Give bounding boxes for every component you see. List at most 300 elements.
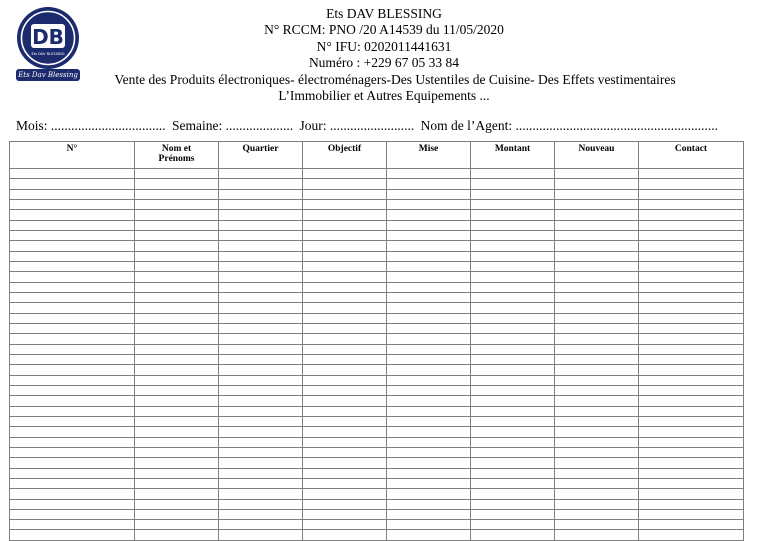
table-row — [10, 499, 744, 509]
table-row — [10, 169, 744, 179]
table-cell — [639, 499, 744, 509]
table-cell — [471, 354, 555, 364]
table-cell — [639, 427, 744, 437]
table-cell — [555, 427, 639, 437]
col-header-new: Nouveau — [555, 142, 639, 169]
table-cell — [303, 478, 387, 488]
table-cell — [10, 199, 135, 209]
table-row — [10, 251, 744, 261]
table-cell — [219, 179, 303, 189]
col-header-objective: Objectif — [303, 142, 387, 169]
table-cell — [555, 468, 639, 478]
table-cell — [303, 530, 387, 540]
table-row — [10, 210, 744, 220]
table-cell — [303, 179, 387, 189]
table-cell — [303, 313, 387, 323]
table-cell — [10, 365, 135, 375]
table-cell — [10, 344, 135, 354]
table-cell — [471, 292, 555, 302]
table-cell — [135, 220, 219, 230]
table-cell — [219, 210, 303, 220]
table-cell — [387, 509, 471, 519]
table-cell — [555, 365, 639, 375]
table-cell — [135, 344, 219, 354]
table-cell — [639, 447, 744, 457]
table-cell — [555, 396, 639, 406]
table-cell — [10, 427, 135, 437]
table-row — [10, 313, 744, 323]
table-cell — [471, 344, 555, 354]
table-cell — [639, 458, 744, 468]
table-cell — [639, 437, 744, 447]
table-cell — [639, 530, 744, 540]
table-cell — [135, 241, 219, 251]
table-cell — [135, 437, 219, 447]
table-cell — [135, 478, 219, 488]
col-header-name-line1: Nom et — [161, 144, 192, 154]
table-cell — [219, 261, 303, 271]
table-cell — [555, 241, 639, 251]
table-cell — [639, 416, 744, 426]
table-cell — [639, 344, 744, 354]
table-cell — [387, 396, 471, 406]
table-cell — [135, 447, 219, 457]
table-cell — [471, 241, 555, 251]
table-cell — [303, 344, 387, 354]
table-cell — [135, 303, 219, 313]
table-cell — [639, 520, 744, 530]
table-cell — [555, 199, 639, 209]
table-row — [10, 520, 744, 530]
table-row — [10, 282, 744, 292]
table-cell — [471, 396, 555, 406]
table-cell — [555, 220, 639, 230]
table-cell — [639, 489, 744, 499]
table-cell — [387, 478, 471, 488]
table-cell — [135, 230, 219, 240]
table-cell — [219, 199, 303, 209]
table-row — [10, 354, 744, 364]
table-cell — [10, 458, 135, 468]
table-cell — [135, 251, 219, 261]
table-cell — [471, 251, 555, 261]
table-cell — [555, 169, 639, 179]
table-cell — [555, 210, 639, 220]
table-cell — [303, 489, 387, 499]
document-header — [0, 6, 768, 104]
table-row — [10, 365, 744, 375]
table-cell — [387, 292, 471, 302]
table-cell — [135, 199, 219, 209]
table-cell — [387, 313, 471, 323]
table-cell — [639, 210, 744, 220]
table-cell — [219, 323, 303, 333]
table-cell — [555, 282, 639, 292]
table-row — [10, 427, 744, 437]
table-cell — [135, 396, 219, 406]
table-cell — [387, 427, 471, 437]
table-cell — [303, 499, 387, 509]
table-cell — [471, 478, 555, 488]
table-cell — [387, 520, 471, 530]
table-cell — [303, 427, 387, 437]
table-cell — [219, 251, 303, 261]
table-cell — [10, 354, 135, 364]
table-cell — [135, 313, 219, 323]
table-cell — [10, 272, 135, 282]
table-cell — [555, 189, 639, 199]
table-row — [10, 303, 744, 313]
table-cell — [303, 323, 387, 333]
table-cell — [555, 437, 639, 447]
table-row — [10, 179, 744, 189]
table-cell — [219, 365, 303, 375]
table-cell — [639, 385, 744, 395]
table-cell — [219, 458, 303, 468]
table-cell — [555, 489, 639, 499]
table-cell — [387, 169, 471, 179]
table-cell — [387, 458, 471, 468]
table-cell — [471, 169, 555, 179]
table-cell — [219, 189, 303, 199]
table-cell — [303, 365, 387, 375]
activity-line-1: Vente des Produits électroniques- électroménagers-Des Ustentiles de Cuisine- Des Effets vestimentaires — [114, 71, 676, 87]
table-cell — [555, 509, 639, 519]
table-row — [10, 447, 744, 457]
table-cell — [639, 169, 744, 179]
table-cell — [135, 210, 219, 220]
table-cell — [639, 323, 744, 333]
table-cell — [303, 199, 387, 209]
table-cell — [10, 489, 135, 499]
col-header-name-line2: Prénoms — [158, 154, 195, 164]
table-row — [10, 199, 744, 209]
table-cell — [135, 272, 219, 282]
table-cell — [135, 468, 219, 478]
table-cell — [219, 468, 303, 478]
table-cell — [471, 272, 555, 282]
table-cell — [555, 323, 639, 333]
table-cell — [10, 416, 135, 426]
table-cell — [471, 189, 555, 199]
table-cell — [303, 292, 387, 302]
table-cell — [219, 416, 303, 426]
table-cell — [639, 251, 744, 261]
table-cell — [10, 292, 135, 302]
table-row — [10, 241, 744, 251]
table-cell — [639, 313, 744, 323]
table-cell — [387, 437, 471, 447]
table-cell — [639, 292, 744, 302]
table-cell — [10, 447, 135, 457]
table-cell — [639, 375, 744, 385]
table-cell — [10, 313, 135, 323]
table-cell — [471, 385, 555, 395]
table-row — [10, 478, 744, 488]
table-cell — [10, 406, 135, 416]
table-cell — [135, 189, 219, 199]
table-cell — [303, 220, 387, 230]
table-cell — [219, 354, 303, 364]
table-cell — [219, 447, 303, 457]
table-cell — [387, 385, 471, 395]
table-cell — [555, 334, 639, 344]
table-cell — [471, 499, 555, 509]
table-cell — [135, 365, 219, 375]
table-cell — [387, 323, 471, 333]
table-cell — [10, 437, 135, 447]
table-cell — [387, 447, 471, 457]
table-cell — [219, 406, 303, 416]
table-cell — [10, 261, 135, 271]
table-cell — [639, 241, 744, 251]
table-cell — [303, 458, 387, 468]
table-cell — [555, 385, 639, 395]
table-cell — [639, 282, 744, 292]
table-cell — [10, 169, 135, 179]
table-cell — [471, 282, 555, 292]
table-cell — [387, 499, 471, 509]
logo-monogram: DB — [32, 25, 64, 49]
table-cell — [639, 478, 744, 488]
table-cell — [219, 427, 303, 437]
table-cell — [471, 489, 555, 499]
table-row — [10, 385, 744, 395]
table-cell — [387, 272, 471, 282]
table-cell — [639, 303, 744, 313]
table-cell — [135, 354, 219, 364]
company-name: Ets DAV BLESSING — [326, 6, 442, 21]
table-cell — [10, 509, 135, 519]
table-cell — [303, 509, 387, 519]
table-cell — [471, 365, 555, 375]
table-cell — [471, 509, 555, 519]
table-row — [10, 458, 744, 468]
table-cell — [387, 303, 471, 313]
table-cell — [219, 489, 303, 499]
ifu-number: N° IFU: 0202011441631 — [316, 38, 452, 54]
table-cell — [639, 189, 744, 199]
table-cell — [303, 251, 387, 261]
col-header-district: Quartier — [219, 142, 303, 169]
day-field: Jour: ......................... — [299, 118, 415, 133]
table-cell — [639, 334, 744, 344]
table-cell — [387, 199, 471, 209]
table-cell — [639, 509, 744, 519]
table-cell — [471, 261, 555, 271]
table-cell — [387, 530, 471, 540]
table-cell — [639, 199, 744, 209]
table-cell — [219, 344, 303, 354]
table-cell — [303, 520, 387, 530]
table-cell — [471, 416, 555, 426]
table-cell — [303, 230, 387, 240]
table-cell — [471, 437, 555, 447]
table-cell — [471, 468, 555, 478]
table-body — [10, 169, 744, 541]
table-cell — [219, 282, 303, 292]
table-cell — [219, 241, 303, 251]
logo-small-text: Ets DAV BLESSING — [31, 52, 65, 56]
table-cell — [387, 334, 471, 344]
agent-field: Nom de l’Agent: ............................................................ — [420, 118, 718, 133]
table-cell — [303, 437, 387, 447]
table-cell — [219, 520, 303, 530]
table-cell — [555, 344, 639, 354]
table-row — [10, 468, 744, 478]
table-cell — [135, 427, 219, 437]
table-cell — [471, 447, 555, 457]
table-cell — [555, 499, 639, 509]
table-cell — [387, 375, 471, 385]
table-cell — [219, 272, 303, 282]
table-header-row — [10, 142, 744, 169]
table-cell — [639, 468, 744, 478]
table-cell — [387, 282, 471, 292]
table-cell — [10, 241, 135, 251]
table-cell — [387, 354, 471, 364]
table-cell — [10, 478, 135, 488]
table-cell — [555, 447, 639, 457]
table-cell — [555, 458, 639, 468]
table-cell — [555, 261, 639, 271]
table-cell — [303, 272, 387, 282]
table-cell — [303, 396, 387, 406]
table-cell — [135, 375, 219, 385]
table-cell — [303, 385, 387, 395]
table-cell — [219, 230, 303, 240]
table-cell — [10, 303, 135, 313]
table-cell — [639, 406, 744, 416]
table-cell — [555, 530, 639, 540]
table-cell — [555, 179, 639, 189]
table-cell — [471, 427, 555, 437]
table-cell — [471, 199, 555, 209]
table-cell — [135, 489, 219, 499]
table-row — [10, 344, 744, 354]
rccm-number: N° RCCM: PNO /20 A14539 du 11/05/2020 — [264, 22, 504, 38]
table-cell — [387, 220, 471, 230]
table-cell — [471, 323, 555, 333]
table-cell — [639, 396, 744, 406]
table-cell — [639, 179, 744, 189]
table-row — [10, 230, 744, 240]
table-cell — [303, 334, 387, 344]
table-cell — [10, 530, 135, 540]
table-cell — [555, 251, 639, 261]
table-cell — [303, 169, 387, 179]
table-cell — [555, 478, 639, 488]
table-cell — [135, 385, 219, 395]
table-row — [10, 406, 744, 416]
table-cell — [135, 334, 219, 344]
table-cell — [219, 478, 303, 488]
table-cell — [387, 489, 471, 499]
table-cell — [219, 530, 303, 540]
table-cell — [387, 210, 471, 220]
table-cell — [555, 520, 639, 530]
table-cell — [471, 179, 555, 189]
col-header-contact: Contact — [639, 142, 744, 169]
table-row — [10, 189, 744, 199]
table-cell — [471, 530, 555, 540]
table-cell — [471, 520, 555, 530]
month-field: Mois: .................................. — [16, 118, 166, 133]
col-header-deposit: Mise — [387, 142, 471, 169]
table-cell — [219, 313, 303, 323]
table-cell — [303, 189, 387, 199]
table-cell — [303, 261, 387, 271]
table-cell — [10, 189, 135, 199]
table-cell — [219, 437, 303, 447]
table-cell — [303, 210, 387, 220]
table-cell — [387, 416, 471, 426]
table-cell — [387, 365, 471, 375]
table-cell — [219, 292, 303, 302]
table-cell — [135, 292, 219, 302]
table-cell — [10, 230, 135, 240]
table-cell — [135, 509, 219, 519]
table-cell — [10, 499, 135, 509]
table-cell — [555, 292, 639, 302]
table-cell — [10, 179, 135, 189]
table-cell — [471, 210, 555, 220]
table-cell — [219, 220, 303, 230]
table-cell — [135, 323, 219, 333]
table-cell — [555, 313, 639, 323]
form-fields-line — [16, 118, 768, 134]
table-cell — [10, 468, 135, 478]
table-row — [10, 220, 744, 230]
table-cell — [303, 303, 387, 313]
table-cell — [471, 458, 555, 468]
table-row — [10, 334, 744, 344]
table-cell — [219, 499, 303, 509]
table-cell — [219, 509, 303, 519]
table-cell — [10, 282, 135, 292]
table-cell — [555, 406, 639, 416]
table-cell — [387, 251, 471, 261]
table-cell — [555, 272, 639, 282]
table-cell — [639, 365, 744, 375]
table-row — [10, 396, 744, 406]
table-cell — [10, 520, 135, 530]
table-row — [10, 292, 744, 302]
col-header-number: N° — [10, 142, 135, 169]
table-cell — [387, 189, 471, 199]
table-cell — [639, 230, 744, 240]
collection-table — [9, 141, 744, 541]
week-field: Semaine: .................... — [172, 118, 294, 133]
phone-number: Numéro : +229 67 05 33 84 — [308, 55, 460, 71]
table-cell — [10, 323, 135, 333]
table-row — [10, 261, 744, 271]
table-cell — [10, 396, 135, 406]
table-row — [10, 437, 744, 447]
table-cell — [555, 375, 639, 385]
table-cell — [555, 230, 639, 240]
table-cell — [303, 282, 387, 292]
logo-banner: Ets Dav Blessing — [16, 69, 80, 81]
table-cell — [639, 354, 744, 364]
table-cell — [303, 416, 387, 426]
table-cell — [303, 241, 387, 251]
table-cell — [135, 261, 219, 271]
table-cell — [219, 303, 303, 313]
col-header-amount: Montant — [471, 142, 555, 169]
table-cell — [555, 303, 639, 313]
table-cell — [387, 230, 471, 240]
